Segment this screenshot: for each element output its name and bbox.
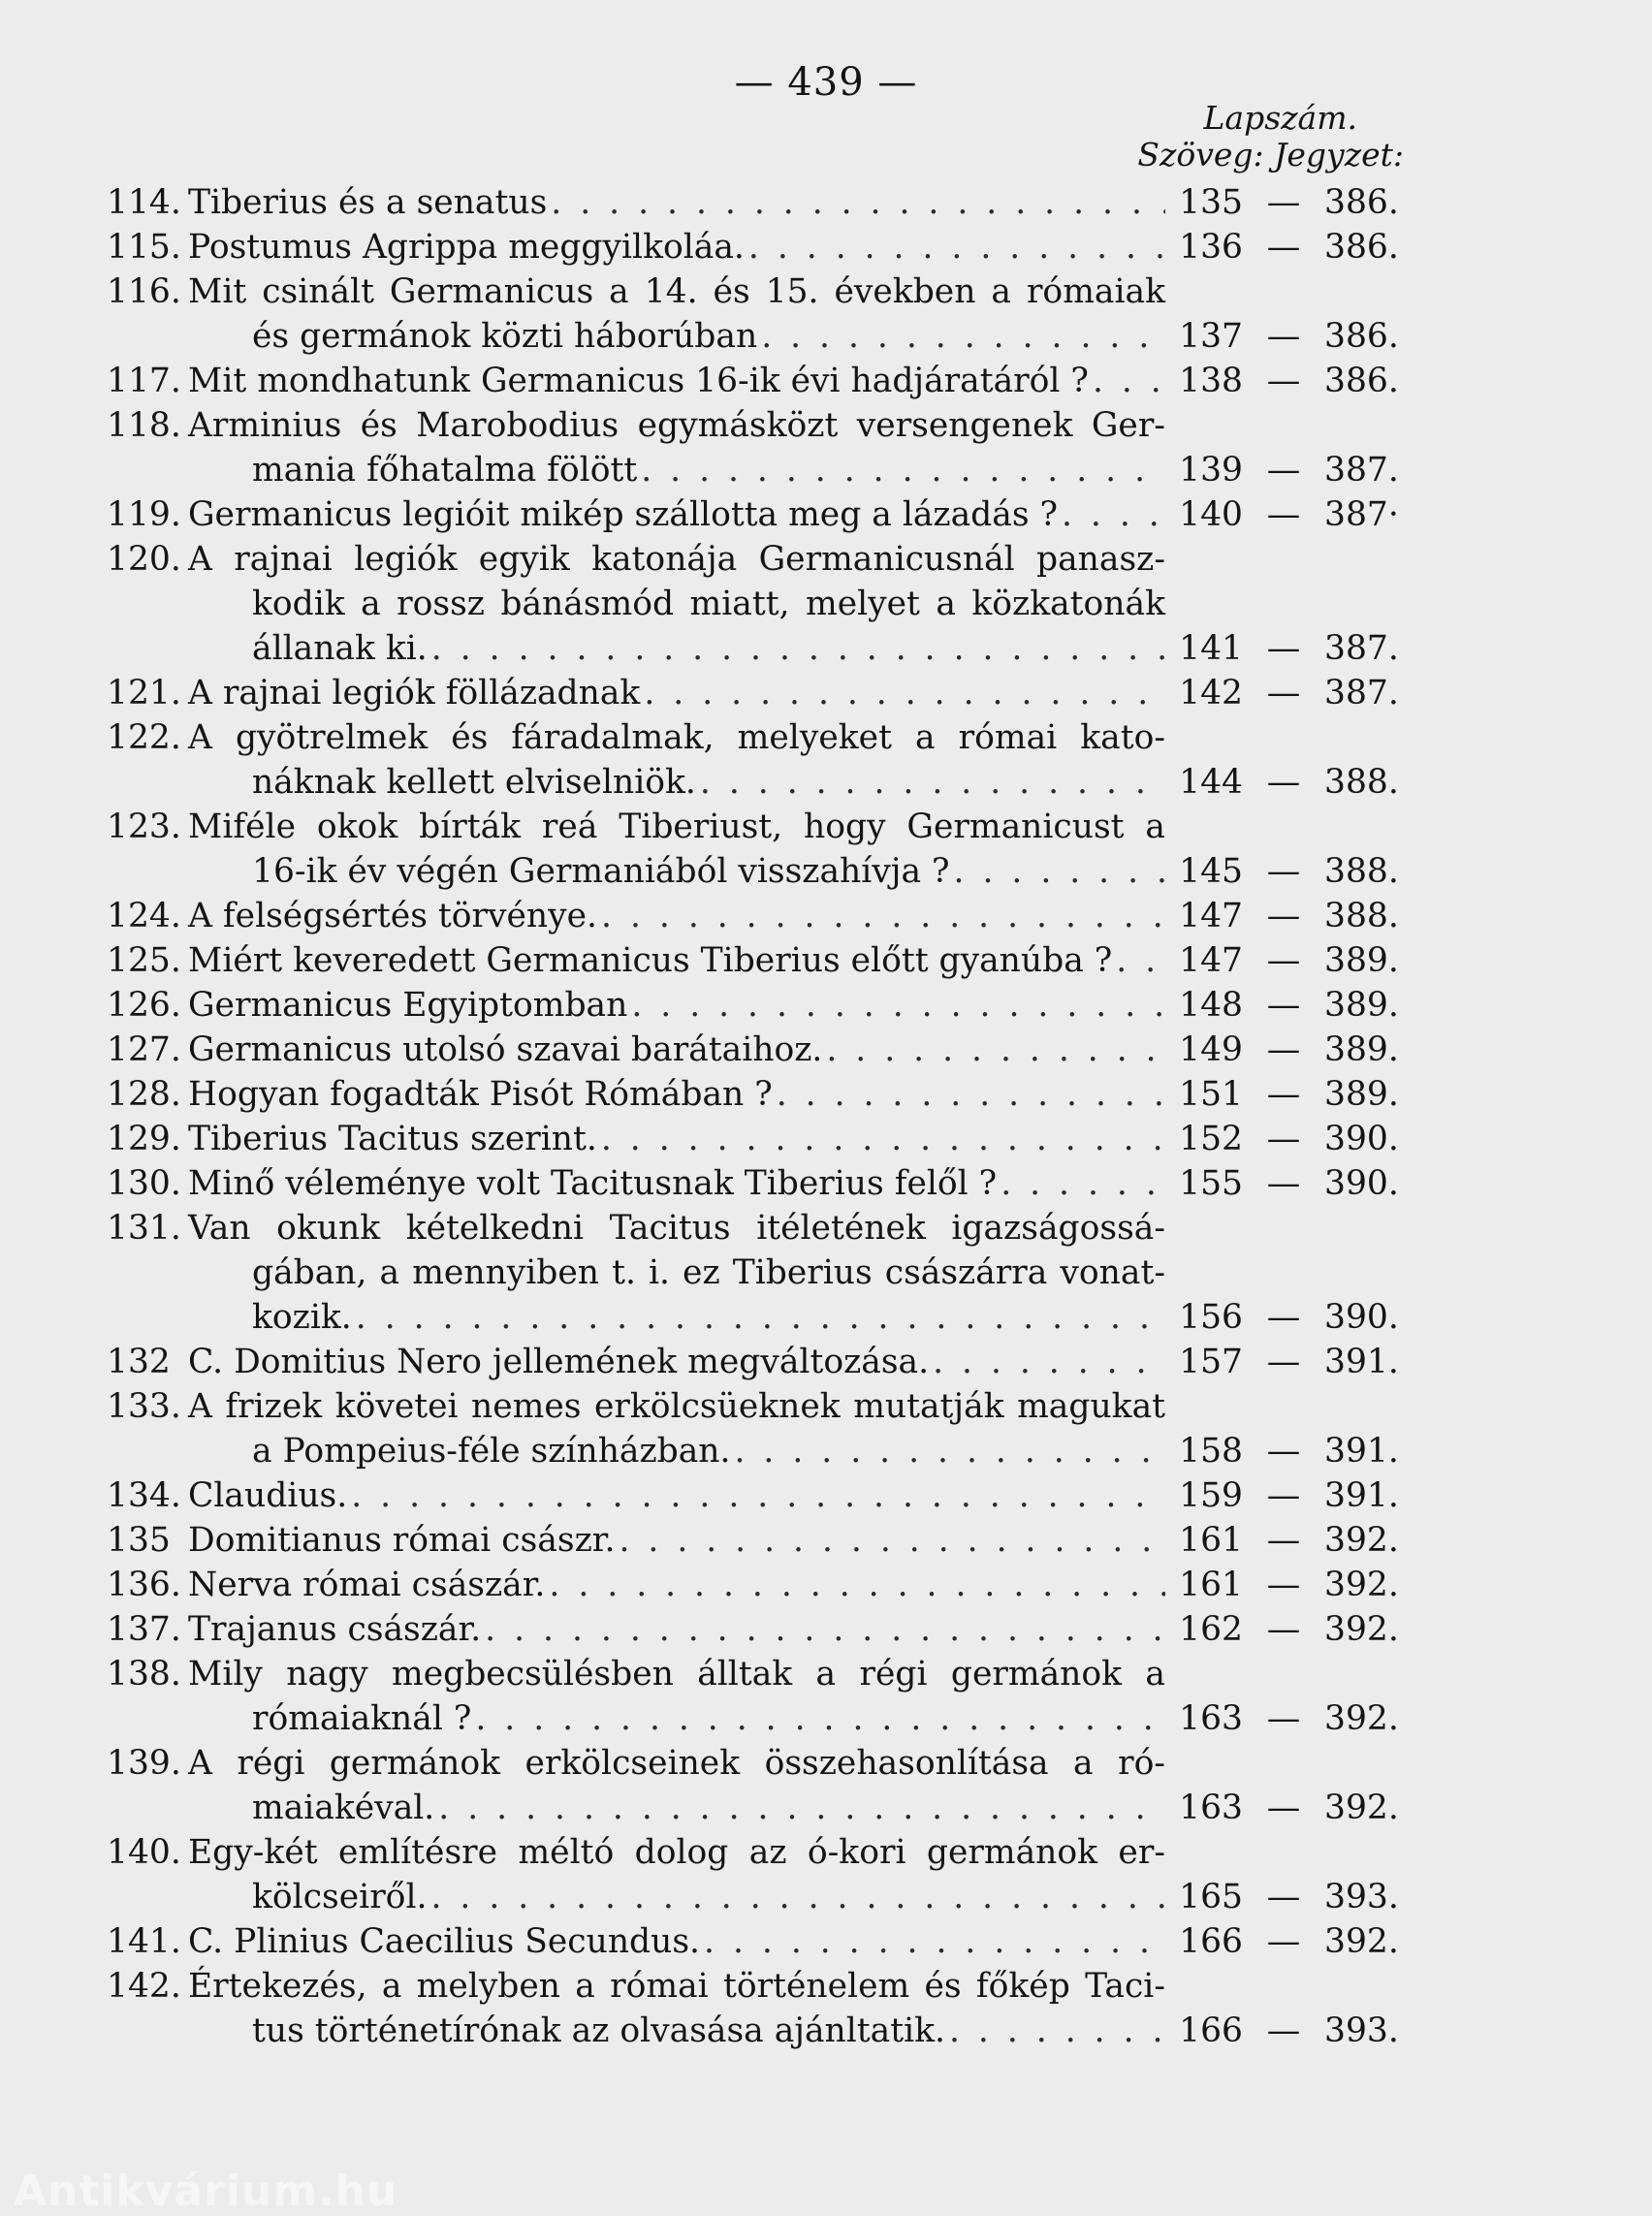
page-text: 141 xyxy=(1179,629,1243,668)
entry-pages xyxy=(1165,938,1406,983)
entry-pages xyxy=(1165,760,1406,805)
entry-title: Értekezés, a melyben a római történelem és főkép Taci- xyxy=(188,1967,1165,2006)
entry-number: 132 xyxy=(107,1343,171,1381)
toc-entry-line xyxy=(107,1473,1406,1518)
entry-number: 115. xyxy=(107,228,181,267)
entry-title: Germanicus Egyiptomban xyxy=(188,986,628,1025)
toc-entry-line xyxy=(107,1117,1406,1161)
dot-leader xyxy=(826,1028,1165,1072)
toc-entry xyxy=(107,1919,1406,1964)
page-separator: — xyxy=(1266,228,1301,267)
entry-number: 122. xyxy=(107,718,181,757)
column-header-jegyzet: Jegyzet: xyxy=(1274,136,1404,174)
entry-title: Miféle okok bírták reá Tiberiust, hogy Germanicust a xyxy=(188,807,1165,846)
entry-title: Minő véleménye volt Tacitusnak Tiberius felől ? xyxy=(188,1164,998,1203)
entry-number: 133. xyxy=(107,1387,181,1426)
entry-pages xyxy=(1165,1295,1406,1340)
entry-number: 121. xyxy=(107,674,181,712)
entry-pages xyxy=(1165,225,1406,269)
page-text: 157 xyxy=(1179,1343,1243,1381)
page-separator: — xyxy=(1266,1120,1301,1158)
page-note: 389. xyxy=(1324,1030,1399,1069)
page-note: 388. xyxy=(1324,852,1399,891)
dot-leader xyxy=(601,894,1165,938)
toc-entry xyxy=(107,1741,1406,1830)
entry-number: 117. xyxy=(107,362,181,400)
page-separator: — xyxy=(1266,629,1301,668)
page-note: 388. xyxy=(1324,897,1399,935)
dot-leader xyxy=(551,180,1165,225)
entry-title: állanak ki. xyxy=(252,629,428,668)
entry-number: 119. xyxy=(107,495,181,534)
page-text: 138 xyxy=(1179,362,1243,400)
page-separator: — xyxy=(1266,763,1301,802)
dot-leader xyxy=(735,1429,1166,1473)
toc-entry xyxy=(107,671,1406,715)
column-header-lapszam: Lapszám. xyxy=(1203,99,1357,137)
entry-pages xyxy=(1165,2009,1406,2053)
entry-title: náknak kellett elviselniök. xyxy=(252,763,696,802)
toc-entry xyxy=(107,537,1406,671)
toc-entry xyxy=(107,359,1406,403)
toc-entry-line xyxy=(107,180,1406,225)
toc-entry-line xyxy=(107,894,1406,938)
entry-title: kozik. xyxy=(252,1298,352,1337)
page-text: 147 xyxy=(1179,897,1243,935)
page-text: 142 xyxy=(1179,674,1243,712)
page-number: — 439 — xyxy=(734,60,918,105)
dot-leader xyxy=(700,760,1165,805)
entry-number: 142. xyxy=(107,1967,181,2006)
page-separator: — xyxy=(1266,986,1301,1025)
entry-pages xyxy=(1165,1117,1406,1161)
page-separator: — xyxy=(1266,1030,1301,1069)
entry-title: Tiberius és a senatus xyxy=(188,183,548,222)
entry-title: A gyötrelmek és fáradalmak, melyeket a római kato- xyxy=(188,718,1165,757)
entry-number: 134. xyxy=(107,1476,181,1515)
dot-leader xyxy=(644,671,1165,715)
page-text: 158 xyxy=(1179,1432,1243,1471)
toc-entry-line xyxy=(107,1072,1406,1117)
entry-title: Mit csinált Germanicus a 14. és 15. években a rómaiak xyxy=(188,272,1165,311)
page-separator: — xyxy=(1266,362,1301,400)
page-separator: — xyxy=(1266,495,1301,534)
page-text: 137 xyxy=(1179,317,1243,356)
dot-leader xyxy=(954,849,1165,894)
entry-number: 120. xyxy=(107,540,181,579)
entry-number: 128. xyxy=(107,1075,181,1114)
toc-entry xyxy=(107,403,1406,492)
page-text: 165 xyxy=(1179,1878,1243,1916)
entry-number: 123. xyxy=(107,807,181,846)
page-text: 140 xyxy=(1179,495,1243,534)
entry-title: Hogyan fogadták Pisót Rómában ? xyxy=(188,1075,773,1114)
page-note: 390. xyxy=(1324,1120,1399,1158)
toc-entry-line xyxy=(107,715,1406,760)
entry-title: Trajanus császár. xyxy=(188,1610,482,1649)
entry-number: 127. xyxy=(107,1030,181,1069)
page-text: 136 xyxy=(1179,228,1243,267)
page-text: 156 xyxy=(1179,1298,1243,1337)
page-separator: — xyxy=(1266,1878,1301,1916)
entry-title: A rajnai legiók egyik katonája Germanicusnál panasz- xyxy=(188,540,1165,579)
page-separator: — xyxy=(1266,1075,1301,1114)
toc-entry xyxy=(107,1518,1406,1563)
toc-entry-line xyxy=(107,1786,1406,1830)
page-separator: — xyxy=(1266,183,1301,222)
page-text: 166 xyxy=(1179,2011,1243,2050)
dot-leader xyxy=(549,1563,1165,1607)
watermark: Antikvárium.hu xyxy=(14,2167,398,2216)
entry-title: gában, a mennyiben t. i. ez Tiberius császárra vonat- xyxy=(252,1253,1165,1292)
entry-title: Mily nagy megbecsülésben álltak a régi germánok a xyxy=(188,1655,1165,1694)
page-text: 159 xyxy=(1179,1476,1243,1515)
page-note: 391. xyxy=(1324,1343,1399,1381)
toc-entry xyxy=(107,938,1406,983)
toc-entry-line xyxy=(107,1518,1406,1563)
page-note: 386. xyxy=(1324,317,1399,356)
page-text: 161 xyxy=(1179,1566,1243,1604)
dot-leader xyxy=(619,1518,1165,1563)
toc-entry xyxy=(107,1830,1406,1919)
toc-entry-line xyxy=(107,1919,1406,1964)
entry-title: mania főhatalma fölött xyxy=(252,451,638,490)
toc-entry-line xyxy=(107,626,1406,671)
page-note: 387. xyxy=(1324,451,1399,490)
dot-leader xyxy=(933,1340,1165,1384)
page-note: 391. xyxy=(1324,1432,1399,1471)
table-of-contents xyxy=(107,180,1406,2053)
page-text: 163 xyxy=(1179,1789,1243,1827)
entry-title: a Pompeius-féle színházban. xyxy=(252,1432,731,1471)
dot-leader xyxy=(949,2009,1165,2053)
toc-entry-line xyxy=(107,2009,1406,2053)
entry-title: Tiberius Tacitus szerint. xyxy=(188,1120,597,1158)
entry-title: Miért keveredett Germanicus Tiberius előtt gyanúba ? xyxy=(188,941,1113,980)
toc-entry xyxy=(107,1072,1406,1117)
entry-number: 130. xyxy=(107,1164,181,1203)
entry-pages xyxy=(1165,1429,1406,1473)
toc-entry-line xyxy=(107,1340,1406,1384)
toc-entry xyxy=(107,1117,1406,1161)
entry-pages xyxy=(1165,671,1406,715)
page-note: 392. xyxy=(1324,1610,1399,1649)
page-text: 151 xyxy=(1179,1075,1243,1114)
toc-entry-line xyxy=(107,1741,1406,1786)
page-note: 392. xyxy=(1324,1789,1399,1827)
page-note: 391. xyxy=(1324,1476,1399,1515)
toc-entry xyxy=(107,1652,1406,1741)
entry-pages xyxy=(1165,314,1406,359)
entry-title: A felségsértés törvénye. xyxy=(188,897,598,935)
toc-entry-line xyxy=(107,1028,1406,1072)
page-text: 166 xyxy=(1179,1922,1243,1961)
toc-entry-line xyxy=(107,760,1406,805)
toc-entry xyxy=(107,1964,1406,2053)
entry-number: 141. xyxy=(107,1922,181,1961)
toc-entry-line xyxy=(107,671,1406,715)
entry-number: 135 xyxy=(107,1521,171,1560)
entry-number: 129. xyxy=(107,1120,181,1158)
page-text: 144 xyxy=(1179,763,1243,802)
page-text: 145 xyxy=(1179,852,1243,891)
entry-number: 136. xyxy=(107,1566,181,1604)
toc-entry xyxy=(107,1384,1406,1473)
page-note: 387· xyxy=(1324,495,1399,534)
toc-entry-line xyxy=(107,314,1406,359)
entry-title: Van okunk kételkedni Tacitus itéletének igazságossá- xyxy=(188,1209,1165,1248)
toc-entry-line xyxy=(107,938,1406,983)
entry-pages xyxy=(1165,1607,1406,1652)
entry-number: 138. xyxy=(107,1655,181,1694)
page-separator: — xyxy=(1266,674,1301,712)
entry-pages xyxy=(1165,359,1406,403)
dot-leader xyxy=(430,1875,1165,1919)
toc-entry-line xyxy=(107,537,1406,582)
page-separator: — xyxy=(1266,1699,1301,1738)
toc-entry-line xyxy=(107,1295,1406,1340)
entry-pages xyxy=(1165,849,1406,894)
entry-title: Arminius és Marobodius egymásközt versengenek Ger- xyxy=(188,406,1165,445)
entry-title: Domitianus római császr. xyxy=(188,1521,616,1560)
dot-leader xyxy=(351,1473,1165,1518)
dot-leader xyxy=(631,983,1165,1028)
page-text: 161 xyxy=(1179,1521,1243,1560)
entry-title: Egy-két említésre méltó dolog az ó-kori germánok er- xyxy=(188,1833,1165,1872)
dot-leader xyxy=(761,314,1165,359)
toc-entry xyxy=(107,1206,1406,1340)
toc-entry-line xyxy=(107,1607,1406,1652)
page-separator: — xyxy=(1266,1521,1301,1560)
toc-entry-line xyxy=(107,1250,1406,1295)
entry-title: A frizek követei nemes erkölcsüeknek mutatják magukat xyxy=(188,1387,1165,1426)
dot-leader xyxy=(356,1295,1165,1340)
dot-leader xyxy=(704,1919,1165,1964)
toc-entry-line xyxy=(107,1652,1406,1696)
entry-title: rómaiaknál ? xyxy=(252,1699,472,1738)
page-note: 392. xyxy=(1324,1699,1399,1738)
toc-entry-line xyxy=(107,1161,1406,1206)
page-text: 148 xyxy=(1179,986,1243,1025)
page-note: 387. xyxy=(1324,674,1399,712)
entry-title: C. Plinius Caecilius Secundus. xyxy=(188,1922,701,1961)
toc-entry-line xyxy=(107,983,1406,1028)
page-note: 393. xyxy=(1324,1878,1399,1916)
toc-entry-line xyxy=(107,492,1406,537)
page-note: 389. xyxy=(1324,941,1399,980)
entry-pages xyxy=(1165,1875,1406,1919)
entry-pages xyxy=(1165,1518,1406,1563)
entry-number: 114. xyxy=(107,183,181,222)
toc-entry-line xyxy=(107,1206,1406,1250)
toc-entry xyxy=(107,983,1406,1028)
dot-leader xyxy=(438,1786,1165,1830)
toc-entry-line xyxy=(107,1563,1406,1607)
page-note: 386. xyxy=(1324,228,1399,267)
entry-number: 125. xyxy=(107,941,181,980)
entry-pages xyxy=(1165,1161,1406,1206)
entry-title: és germánok közti háborúban xyxy=(252,317,758,356)
entry-pages xyxy=(1165,1696,1406,1741)
page-separator: — xyxy=(1266,1164,1301,1203)
entry-title: A rajnai legiók föllázadnak xyxy=(188,674,641,712)
page-note: 392. xyxy=(1324,1521,1399,1560)
page-separator: — xyxy=(1266,1432,1301,1471)
toc-entry-line xyxy=(107,403,1406,448)
toc-entry xyxy=(107,1340,1406,1384)
toc-entry xyxy=(107,1607,1406,1652)
entry-pages xyxy=(1165,1919,1406,1964)
entry-title: A régi germánok erkölcseinek összehasonlítása a ró- xyxy=(188,1744,1165,1783)
dot-leader xyxy=(601,1117,1165,1161)
page-separator: — xyxy=(1266,1610,1301,1649)
entry-title: maiakéval. xyxy=(252,1789,435,1827)
toc-entry xyxy=(107,1563,1406,1607)
page-text: 135 xyxy=(1179,183,1243,222)
toc-entry-line xyxy=(107,1964,1406,2009)
toc-entry xyxy=(107,805,1406,894)
toc-entry-line xyxy=(107,849,1406,894)
toc-entry xyxy=(107,1161,1406,1206)
toc-entry xyxy=(107,1028,1406,1072)
entry-pages xyxy=(1165,983,1406,1028)
page-note: 392. xyxy=(1324,1566,1399,1604)
entry-number: 139. xyxy=(107,1744,181,1783)
dot-leader xyxy=(641,448,1165,492)
page-note: 386. xyxy=(1324,183,1399,222)
entry-pages xyxy=(1165,1028,1406,1072)
entry-title: C. Domitius Nero jellemének megváltozása. xyxy=(188,1343,930,1381)
toc-entry xyxy=(107,492,1406,537)
page-separator: — xyxy=(1266,897,1301,935)
entry-number: 124. xyxy=(107,897,181,935)
page-text: 149 xyxy=(1179,1030,1243,1069)
page-separator: — xyxy=(1266,1789,1301,1827)
dot-leader xyxy=(431,626,1165,671)
entry-pages xyxy=(1165,180,1406,225)
toc-entry-line xyxy=(107,359,1406,403)
page-text: 147 xyxy=(1179,941,1243,980)
toc-entry-line xyxy=(107,225,1406,269)
entry-pages xyxy=(1165,1473,1406,1518)
column-header-szoveg-jegyzet xyxy=(1137,136,1404,174)
entry-title: Mit mondhatunk Germanicus 16-ik évi hadjáratáról ? xyxy=(188,362,1089,400)
dot-leader xyxy=(485,1607,1165,1652)
page-note: 392. xyxy=(1324,1922,1399,1961)
page-note: 393. xyxy=(1324,2011,1399,2050)
page-text: 162 xyxy=(1179,1610,1243,1649)
entry-pages xyxy=(1165,1072,1406,1117)
entry-number: 116. xyxy=(107,272,181,311)
page-separator: — xyxy=(1266,1566,1301,1604)
page-separator: — xyxy=(1266,1343,1301,1381)
page-separator: — xyxy=(1266,317,1301,356)
toc-entry-line xyxy=(107,1429,1406,1473)
entry-title: Germanicus utolsó szavai barátaihoz. xyxy=(188,1030,823,1069)
entry-pages xyxy=(1165,448,1406,492)
entry-title: kodik a rossz bánásmód miatt, melyet a közkatonák xyxy=(252,585,1165,623)
page-note: 388. xyxy=(1324,763,1399,802)
page-separator: — xyxy=(1266,1476,1301,1515)
dot-leader xyxy=(1093,359,1165,403)
toc-entry-line xyxy=(107,805,1406,849)
page-separator: — xyxy=(1266,941,1301,980)
entry-pages xyxy=(1165,626,1406,671)
entry-title: 16-ik év végén Germaniából visszahívja ? xyxy=(252,852,950,891)
page-separator: — xyxy=(1266,451,1301,490)
entry-pages xyxy=(1165,1786,1406,1830)
toc-entry xyxy=(107,180,1406,225)
entry-pages xyxy=(1165,894,1406,938)
toc-entry xyxy=(107,894,1406,938)
toc-entry-line xyxy=(107,269,1406,314)
page-text: 152 xyxy=(1179,1120,1243,1158)
page-separator: — xyxy=(1266,852,1301,891)
entry-number: 140. xyxy=(107,1833,181,1872)
entry-title: tus történetírónak az olvasása ajánltatik. xyxy=(252,2011,945,2050)
entry-number: 126. xyxy=(107,986,181,1025)
entry-title: kölcseiről. xyxy=(252,1878,428,1916)
entry-title: Germanicus legióit mikép szállotta meg a lázadás ? xyxy=(188,495,1058,534)
page-text: 163 xyxy=(1179,1699,1243,1738)
dot-leader xyxy=(1116,938,1165,983)
entry-number: 137. xyxy=(107,1610,181,1649)
page-text: 155 xyxy=(1179,1164,1243,1203)
entry-pages xyxy=(1165,1340,1406,1384)
dot-leader xyxy=(1001,1161,1165,1206)
page-separator: — xyxy=(1266,1298,1301,1337)
dot-leader xyxy=(1062,492,1165,537)
toc-entry-line xyxy=(107,582,1406,626)
toc-entry xyxy=(107,1473,1406,1518)
entry-title: Postumus Agrippa meggyilkoláa. xyxy=(188,228,745,267)
entry-number: 118. xyxy=(107,406,181,445)
toc-entry-line xyxy=(107,1875,1406,1919)
page-note: 389. xyxy=(1324,986,1399,1025)
toc-entry-line xyxy=(107,448,1406,492)
toc-entry-line xyxy=(107,1830,1406,1875)
page-note: 387. xyxy=(1324,629,1399,668)
page-separator: — xyxy=(1266,2011,1301,2050)
toc-entry xyxy=(107,225,1406,269)
dot-leader xyxy=(748,225,1165,269)
toc-entry-line xyxy=(107,1384,1406,1429)
column-header-szoveg: Szöveg: xyxy=(1137,136,1264,174)
page-note: 390. xyxy=(1324,1298,1399,1337)
dot-leader xyxy=(777,1072,1165,1117)
entry-title: Claudius. xyxy=(188,1476,348,1515)
entry-number: 131. xyxy=(107,1209,181,1248)
toc-entry-line xyxy=(107,1696,1406,1741)
entry-title: Nerva római császár. xyxy=(188,1566,546,1604)
entry-pages xyxy=(1165,1563,1406,1607)
toc-entry xyxy=(107,715,1406,805)
page-note: 389. xyxy=(1324,1075,1399,1114)
page-text: 139 xyxy=(1179,451,1243,490)
page-separator: — xyxy=(1266,1922,1301,1961)
page-note: 386. xyxy=(1324,362,1399,400)
page-note: 390. xyxy=(1324,1164,1399,1203)
toc-entry xyxy=(107,269,1406,359)
entry-pages xyxy=(1165,492,1406,537)
dot-leader xyxy=(475,1696,1165,1741)
